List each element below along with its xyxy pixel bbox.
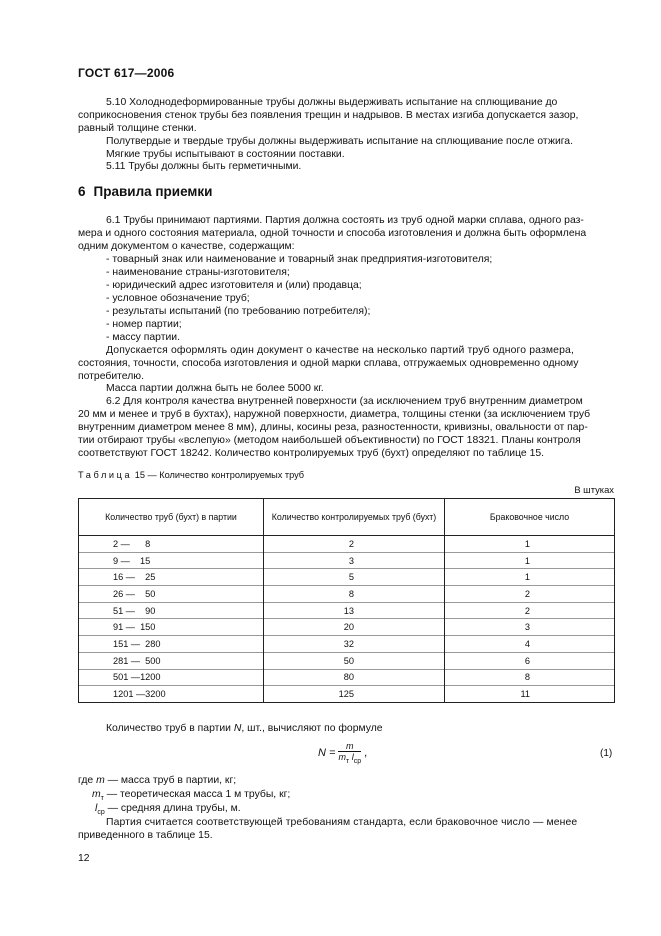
single-doc-line3: потребителю. (78, 371, 144, 382)
formula-den-m-sub: т (345, 757, 350, 765)
where-text: — масса труб в партии, кг; (104, 775, 237, 786)
table-cell: 80 (264, 669, 445, 686)
clause-5-11: 5.11 Трубы должны быть герметичными. (106, 161, 302, 172)
table-cell: 1 (445, 569, 615, 586)
table-row (79, 636, 615, 653)
table-cell: 1 (445, 552, 615, 569)
formula-den-l: l (351, 752, 354, 762)
section-title: Правила приемки (93, 184, 213, 199)
column-header: Браковочное число (445, 499, 615, 536)
table-cell: 3 (445, 619, 615, 636)
list-item: - результаты испытаний (по требованию потребителя); (106, 306, 371, 317)
formula-number: (1) (600, 748, 613, 759)
table-cell: 32 (264, 636, 445, 653)
formula-tail: , (361, 746, 368, 759)
formula-intro-text: Количество труб в партии (106, 723, 234, 734)
table-cell: 51 — 90 (79, 602, 264, 619)
single-doc-line1: Допускается оформлять один документ о качестве на несколько партий труб одного размера, (106, 345, 574, 356)
table-row (79, 602, 615, 619)
table-caption-word: Таблица (78, 470, 133, 480)
page-number: 12 (78, 853, 90, 864)
clause-6-2-line5: соответствуют ГОСТ 18242. Количество контролируемых труб (бухт) определяют по таблице 15. (78, 448, 545, 459)
table-row (79, 569, 615, 586)
clause-6-1-line2: мера и одного состояния материала, одной точности и способа изготовления и должна быть оформлена (78, 228, 587, 239)
semi-hard-tubes-text: Полутвердые и твердые трубы должны выдерживать испытание на сплющивание после отжига. (106, 136, 573, 147)
formula-intro-var: N (233, 723, 242, 734)
section-number: 6 (78, 184, 86, 199)
clause-6-1-line1: 6.1 Трубы принимают партиями. Партия должна состоять из труб одной марки сплава, одного раз- (106, 215, 584, 226)
table-row (79, 669, 615, 686)
table-row (79, 652, 615, 669)
table-cell: 5 (264, 569, 445, 586)
table-row (79, 686, 615, 703)
list-item: - массу партии. (106, 332, 180, 343)
list-item: - условное обозначение труб; (106, 293, 250, 304)
list-item: - наименование страны-изготовителя; (106, 267, 290, 278)
list-item: - юридический адрес изготовителя и (или) продавца; (106, 280, 362, 291)
table-cell: 2 — 8 (79, 536, 264, 553)
clause-6-2-line2: 20 мм и менее и труб в бухтах), наружной поверхности, диаметра, толщины стенки (за исключением труб (78, 409, 591, 420)
mt-sub: т (100, 795, 104, 803)
table-cell: 3 (264, 552, 445, 569)
table-cell: 8 (264, 586, 445, 603)
clause-6-2-line4: тии отбирают трубы «вслепую» (методом наибольшей объективности) по ГОСТ 18321. Планы контроля (78, 435, 581, 446)
table-cell: 50 (264, 652, 445, 669)
formula-denominator (338, 752, 361, 765)
table-row (79, 619, 615, 636)
formula (318, 741, 367, 765)
table-cell: 2 (264, 536, 445, 553)
lcp-text: — средняя длина трубы, м. (104, 803, 241, 814)
list-item: - номер партии; (106, 319, 182, 330)
clause-6-1-line3: одним документом о качестве, содержащим: (78, 241, 295, 252)
table-cell: 20 (264, 619, 445, 636)
table-row (79, 552, 615, 569)
table-row (79, 586, 615, 603)
formula-den-m: m (338, 752, 346, 762)
mt-text: — теоретическая масса 1 м трубы, кг; (103, 789, 291, 800)
table-cell: 1201 —3200 (79, 686, 264, 703)
mt-var: m (92, 789, 101, 800)
clause-5-10-line1: 5.10 Холоднодеформированные трубы должны выдерживать испытание на сплющивание до (106, 97, 558, 108)
conclusion-line1: Партия считается соответствующей требованиям стандарта, если браковочное число — менее (106, 817, 578, 828)
where-prefix: где (78, 775, 97, 786)
table-cell: 6 (445, 652, 615, 669)
table-cell: 2 (445, 602, 615, 619)
table-units: В штуках (574, 484, 614, 495)
table-cell: 281 — 500 (79, 652, 264, 669)
batch-mass-text: Масса партии должна быть не более 5000 кг. (106, 383, 324, 394)
control-quantity-table (78, 498, 615, 703)
formula-intro-tail: , шт., вычисляют по формуле (241, 723, 383, 734)
table-caption (78, 470, 304, 480)
clause-5-10-line3: равный толщине стенки. (78, 123, 197, 134)
list-item: - товарный знак или наименование и товарный знак предприятия-изготовителя; (106, 254, 493, 265)
table-cell: 2 (445, 586, 615, 603)
lcp-sub: ср (97, 809, 105, 817)
soft-tubes-text: Мягкие трубы испытывают в состоянии поставки. (106, 149, 345, 160)
formula-numerator: m (338, 741, 361, 752)
formula-fraction (338, 741, 361, 765)
table-cell: 13 (264, 602, 445, 619)
clause-6-2-line3: внутренним диаметром менее 8 мм), длины, косины реза, разностенности, кривизны, овальности от пар- (78, 422, 588, 433)
table-cell: 4 (445, 636, 615, 653)
document-header: ГОСТ 617—2006 (78, 66, 175, 80)
table-cell: 501 —1200 (79, 669, 264, 686)
lcp-var: l (95, 803, 98, 814)
section-heading (78, 184, 212, 199)
formula-intro (106, 722, 383, 735)
table-row (79, 536, 615, 553)
table-cell: 1 (445, 536, 615, 553)
conclusion-line2: приведенного в таблице 15. (78, 830, 213, 841)
where-m (78, 774, 236, 787)
table-cell: 151 — 280 (79, 636, 264, 653)
table-cell: 26 — 50 (79, 586, 264, 603)
table-cell: 125 (264, 686, 445, 703)
formula-den-l-sub: ср (353, 757, 362, 765)
table-cell: 16 — 25 (79, 569, 264, 586)
column-header: Количество контролируемых труб (бухт) (264, 499, 445, 536)
table-cell: 8 (445, 669, 615, 686)
formula-lhs: N = (318, 746, 339, 759)
single-doc-line2: состояния, точности, способа изготовления и одной марки сплава, отгружаемых одновременно одному (78, 358, 579, 369)
table-cell: 91 — 150 (79, 619, 264, 636)
table-cell: 9 — 15 (79, 552, 264, 569)
clause-6-2-line1: 6.2 Для контроля качества внутренней поверхности (за исключением труб внутренним диаметром (106, 396, 583, 407)
table-caption-text: 15 — Количество контролируемых труб (132, 470, 305, 480)
table-cell: 11 (445, 686, 615, 703)
clause-5-10-line2: соприкосновения стенок трубы без появления трещин и надрывов. В местах изгиба допускается зазор, (78, 110, 579, 121)
column-header: Количество труб (бухт) в партии (79, 499, 264, 536)
where-var: m (96, 775, 105, 786)
